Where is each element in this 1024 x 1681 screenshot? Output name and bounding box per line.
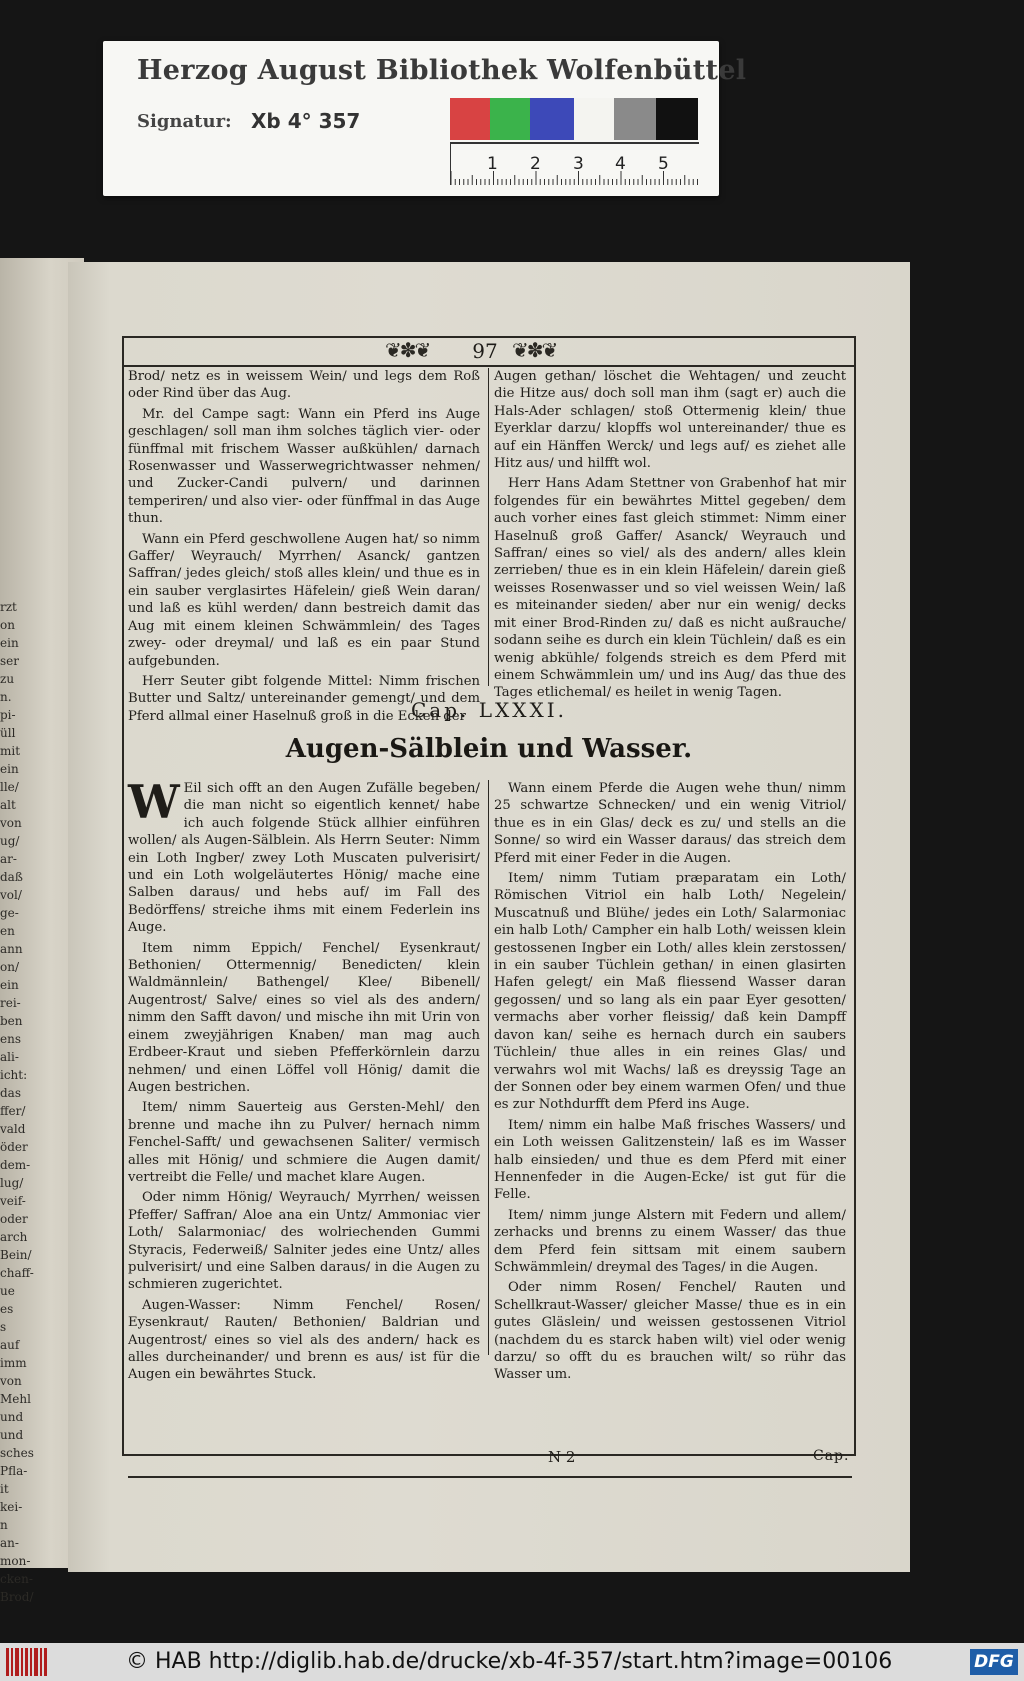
swatch-blue <box>530 98 574 140</box>
ruler-number: 4 <box>615 154 626 174</box>
signature-value: Xb 4° 357 <box>251 109 361 133</box>
margin-fragment: ali- <box>0 1050 19 1064</box>
margin-fragment: vald <box>0 1122 26 1136</box>
margin-fragment: ann <box>0 942 23 956</box>
paragraph: Brod/ netz es in weissem Wein/ und legs dem Roß oder Rind über das Aug. <box>128 369 480 402</box>
ruler-number: 1 <box>487 154 498 174</box>
margin-fragment: zu <box>0 672 15 686</box>
swatch-gray <box>614 98 656 140</box>
section-title: Augen-Sälblein und Wasser. <box>285 734 693 764</box>
scale-ruler <box>450 142 699 185</box>
margin-fragment: und <box>0 1428 24 1442</box>
margin-fragment: n an- <box>0 1518 19 1550</box>
paragraph: Item nimm Eppich/ Fenchel/ Eysenkraut/ Bethonien/ Ottermennig/ Benedicten/ klein Waldmännlein/ Bathengel/ Klee/ Bibenell/ Augentrost/ Salve/ eines so viel als des andern/ nimm den Safft davon/ und mische ihn mit Urin von einem zweyjährigen Knaben/ man mag auch Erdbeer-Kraut und sieben Pfefferkörnlein darzu nehmen/ und einen Löffel voll Hönig/ damit die Augen bestrichen. <box>128 940 480 1095</box>
footer-rule <box>128 1476 852 1478</box>
margin-fragment: sches <box>0 1446 34 1460</box>
margin-fragment: und <box>0 1410 24 1424</box>
catchword: Cap. <box>813 1448 850 1464</box>
margin-fragment: das <box>0 1086 21 1100</box>
ornament-right-icon: ❦✽❦ <box>512 338 557 362</box>
header-rule <box>122 365 856 367</box>
margin-fragment: rei- <box>0 996 21 1010</box>
margin-fragment: alt <box>0 798 16 812</box>
column-divider-bottom <box>488 780 489 1355</box>
signature-label: Signatur: <box>137 111 232 132</box>
paragraph: Herr Hans Adam Stettner von Grabenhof hat mir folgendes für ein bewährtes Mittel gegeben/ dem auch vorher eines fast gleich stimmet: Nimm einer Haselnuß groß Gaffer/ Asanck/ Weyrauch und Saffran/ eines so viel/ als des andern/ alles klein zerrieben/ thue es in ein klein Häfelein/ darein gieß weisses Rosenwasser und so viel weissen Wein/ laß es miteinander sieden/ aber nur ein wenig/ decks mit einer Brod-Rinden zu/ daß es nicht außrauche/ sodann seihe es durch ein klein Tüchlein/ daß es ein wenig abkühle/ folgends streich es dem Pferd mit einem Schwämmlein um/ und ins Aug/ das thue des Tages etlichemal/ es heilet in wenig Tagen. <box>494 476 846 701</box>
margin-fragment: lle/ <box>0 780 19 794</box>
paragraph: Herr Seuter gibt folgende Mittel: Nimm frischen Butter und Saltz/ untereinander gemengt/ und dem Pferd allmal einer Haselnuß groß in die Ecken der <box>128 673 480 724</box>
margin-fragment: arch <box>0 1230 28 1244</box>
margin-fragment: üll <box>0 726 16 740</box>
margin-fragment: it kei- <box>0 1482 23 1514</box>
margin-fragment: ein <box>0 978 19 992</box>
top-column-right <box>494 368 846 705</box>
library-name: Herzog August Bibliothek Wolfenbüttel <box>137 55 747 86</box>
swatch-green <box>490 98 530 140</box>
margin-fragment: en <box>0 924 15 938</box>
margin-fragment: ue es <box>0 1284 15 1316</box>
paragraph: Item/ nimm junge Alstern mit Federn und allem/ zerhacks und brenns zu einem Wasser/ das thue dem Pferd fein sittsam mit einem saubern Schwämmlein/ dreymal des Tages/ in die Augen. <box>494 1207 846 1275</box>
margin-fragment: s auf <box>0 1320 20 1352</box>
barcode-icon <box>6 1648 48 1676</box>
margin-fragment: cken- <box>0 1572 33 1586</box>
paragraph: Mr. del Campe sagt: Wann ein Pferd ins Auge geschlagen/ soll man ihm solches täglich vier- oder fünffmal mit frischem Wasser außkühlen/ darnach Rosenwasser und Wasserwegrichtwasser nehmen/ und Zucker-Candi pulvern/ und darinnen temperiren/ und also vier- oder fünffmal in das Auge thun. <box>128 406 480 527</box>
margin-fragment: on <box>0 618 15 632</box>
margin-fragment: lug/ <box>0 1176 24 1190</box>
library-label-card <box>103 41 747 196</box>
margin-fragment: chaff- <box>0 1266 34 1280</box>
margin-fragment: ein <box>0 636 19 650</box>
signature-mark: N 2 <box>548 1448 576 1466</box>
swatch-black <box>656 98 698 140</box>
paragraph: Wann ein Pferd geschwollene Augen hat/ so nimm Gaffer/ Weyrauch/ Myrrhen/ Asanck/ gantzen Saffran/ jedes gleich/ stoß alles klein/ und thue es in ein sauber verglasirtes Häfelein/ gieß Wein daran/ und laß es kühl werden/ dann bestreich damit das Aug mit einem kleinen Schwämmlein/ des Tages zwey- oder dreymal/ und laß es ein paar Stund aufgebunden. <box>128 531 480 669</box>
margin-fragment: ens <box>0 1032 21 1046</box>
margin-fragment: ug/ <box>0 834 20 848</box>
color-swatches <box>450 98 700 140</box>
margin-fragment: mon- <box>0 1554 31 1568</box>
paragraph: Augen-Wasser: Nimm Fenchel/ Rosen/ Eysenkraut/ Rauten/ Bethonien/ Baldrian und Augentrost/ eines so viel als des andern/ hack es alles durcheinander/ und brenn es aus/ ist für die Augen ein bewährtes Stuck. <box>128 1297 480 1383</box>
margin-fragment: mit <box>0 744 21 758</box>
dfg-logo: DFG <box>970 1649 1018 1675</box>
margin-fragment: Bein/ <box>0 1248 32 1262</box>
bottom-column-right <box>494 780 846 1387</box>
margin-fragment: ser <box>0 654 19 668</box>
margin-fragment: daß <box>0 870 23 884</box>
margin-fragment: Pfla- <box>0 1464 28 1478</box>
margin-fragment: von <box>0 1374 22 1388</box>
paragraph: Oder nimm Hönig/ Weyrauch/ Myrrhen/ weissen Pfeffer/ Saffran/ Aloe ana ein Untz/ Ammoniac vier Loth/ Salarmoniac/ des wolriechenden Gummi Styracis, Federweiß/ Salniter jedes eine Untz/ alles pulverisirt/ und eine Salben daraus/ in die Augen zu schmieren zugerichtet. <box>128 1190 480 1293</box>
paragraph: Oder nimm Rosen/ Fenchel/ Rauten und Schellkraut-Wasser/ gleicher Masse/ thue es in ein gutes Gläslein/ und weissen gestossenen Vitriol (nachdem du es starck haben wilt) viel oder wenig darzu/ so offt du es brauchen wilt/ so rühr das Wasser um. <box>494 1280 846 1383</box>
column-divider-top <box>488 368 489 686</box>
facing-page-fragments <box>0 598 34 1606</box>
margin-fragment: veif- <box>0 1194 26 1208</box>
margin-fragment: Brod/ <box>0 1590 34 1604</box>
paragraph: Item/ nimm Sauerteig aus Gersten-Mehl/ den brenne und mache ihn zu Pulver/ hernach nimm Fenchel-Safft/ und gewachsenen Saliter/ vermisch alles mit Hönig/ und schmiere die Augen damit/ vertreibt die Felle/ und machet klare Augen. <box>128 1100 480 1185</box>
margin-fragment: ein <box>0 762 19 776</box>
bottom-column-left <box>128 775 480 1387</box>
margin-fragment: imm <box>0 1356 27 1370</box>
margin-fragment: öder <box>0 1140 28 1154</box>
margin-fragment: n. <box>0 690 12 704</box>
copyright-link[interactable]: © HAB http://diglib.hab.de/drucke/xb-4f-357/start.htm?image=00106 <box>126 1649 893 1674</box>
paragraph: Item/ nimm Tutiam præparatam ein Loth/ Römischen Vitriol ein halb Loth/ Negelein/ Muscatnuß und Blühe/ jedes ein Loth/ Salarmoniac ein halb Loth/ Campher ein halb Loth/ weissen klein gestossenen Ingber ein Loth/ alles klein zerstossen/ in ein sauber Tüchlein gethan/ in einen glasirten Hafen gelegt/ ein Maß fliessend Wasser daran gegossen/ und so lang als ein paar Eyer gesotten/ vermachs aber vorher fleissig/ daß kein Dampff davon kan/ seihe es hernach durch ein saubers Tüchlein/ thue alles in ein reines Glas/ und verwahrs wol mit Wachs/ laß es dreyssig Tage an der Sonnen oder bey einem warmen Ofen/ und thue es zur Nothdurfft dem Pferd ins Auge. <box>494 871 846 1113</box>
margin-fragment: vol/ <box>0 888 22 902</box>
swatch-red <box>450 98 490 140</box>
viewer-footer <box>0 1643 1024 1681</box>
margin-fragment: ar- <box>0 852 17 866</box>
ornament-left-icon: ❦✽❦ <box>385 338 430 362</box>
margin-fragment: pi- <box>0 708 16 722</box>
margin-fragment: on/ <box>0 960 19 974</box>
ruler-number: 2 <box>530 154 541 174</box>
ruler-number: 3 <box>573 154 584 174</box>
ruler-number: 5 <box>658 154 669 174</box>
margin-fragment: Mehl <box>0 1392 31 1406</box>
margin-fragment: ge- <box>0 906 19 920</box>
paragraph: Eil sich offt an den Augen Zufälle begeben/ die man nicht so eigentlich kennet/ habe ich auch folgende Stück allhier einführen wollen/ als Augen-Sälblein. Als Herrn Seuter: Nimm ein Loth Ingber/ zwey Loth Muscaten pulverisirt/ und ein Loth wolgeläutertes Hönig/ mache eine Salben daraus/ und hebs auf/ im Fall des Bedörffens/ streiche ihms mit einem Federlein ins Auge. <box>128 781 480 936</box>
margin-fragment: rzt <box>0 600 17 614</box>
margin-fragment: von <box>0 816 22 830</box>
margin-fragment: ffer/ <box>0 1104 26 1118</box>
page-number: 97 <box>472 339 498 363</box>
margin-fragment: oder <box>0 1212 28 1226</box>
paragraph: Wann einem Pferde die Augen wehe thun/ nimm 25 schwartze Schnecken/ und ein wenig Vitriol/ thue es in ein Glas/ deck es zu/ und stells an die Sonne/ so wird ein Wasser daraus/ das streich dem Pferd mit einer Feder in die Augen. <box>494 781 846 866</box>
margin-fragment: icht: <box>0 1068 28 1082</box>
paragraph: Augen gethan/ löschet die Wehtagen/ und zeucht die Hitze aus/ doch soll man ihm (sagt er) auch die Hals-Ader schlagen/ stoß Ottermenig klein/ thue Eyerklar darzu/ klopffs wol untereinander/ thue es auf ein Hänffen Werck/ und legs auf/ es ziehet alle Hitz aus/ und hilfft wol. <box>494 369 846 472</box>
top-column-left <box>128 368 480 728</box>
margin-fragment: dem- <box>0 1158 31 1172</box>
swatch-white <box>574 98 614 140</box>
drop-cap: W <box>128 775 180 829</box>
chapter-heading: Cap. LXXXI. <box>411 698 567 722</box>
paragraph: Item/ nimm ein halbe Maß frisches Wassers/ und ein Loth weissen Galitzenstein/ laß es im Wasser halb einsieden/ und thue es dem Pferd mit einer Hennenfeder in die Augen-Ecke/ ist gut für die Felle. <box>494 1117 846 1203</box>
margin-fragment: ben <box>0 1014 23 1028</box>
